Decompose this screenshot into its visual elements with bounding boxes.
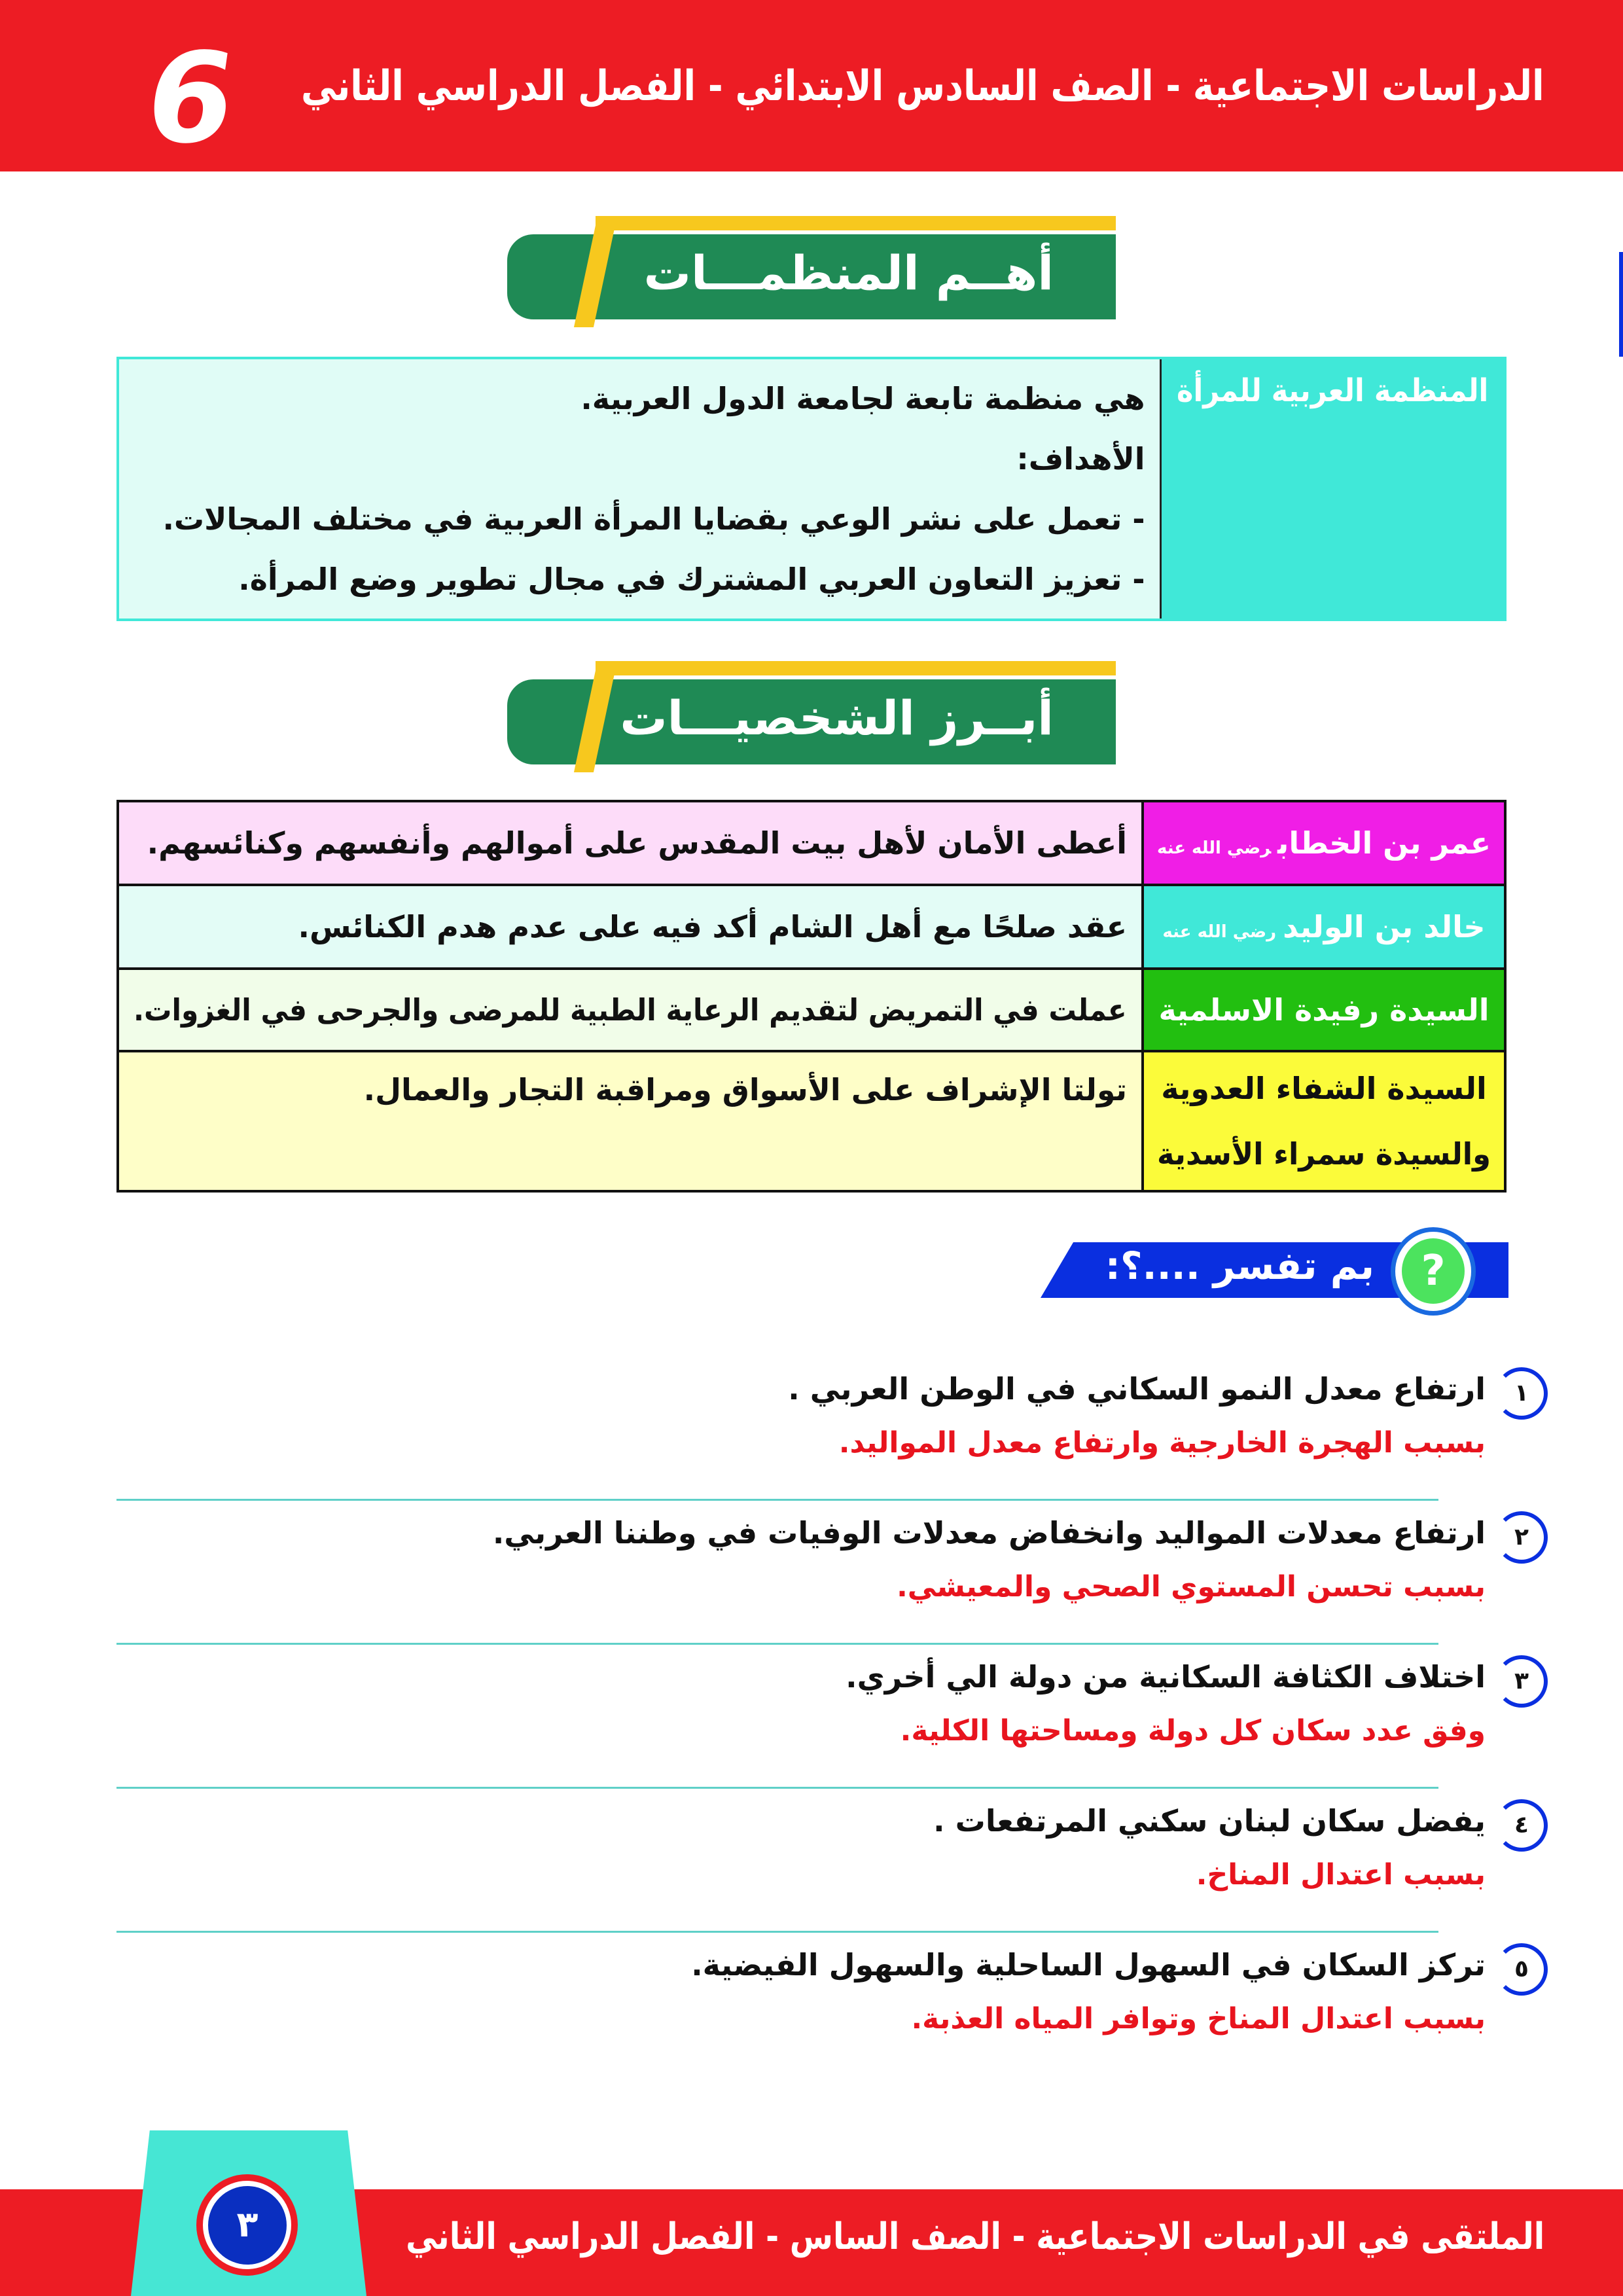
page-number: ٣: [208, 2186, 287, 2265]
table-row: [118, 969, 1505, 1051]
question-number: ٢: [1495, 1511, 1548, 1564]
section-title-box: [609, 691, 1054, 745]
question-icon: ?: [1402, 1238, 1465, 1304]
person-name: السيدة الشفاء العدوية: [1161, 1071, 1487, 1106]
person-description-cell: [118, 801, 1143, 885]
answer-text: بسبب اعتدال المناخ وتوافر المياه العذبة.: [911, 2002, 1486, 2036]
question-item: [177, 1515, 1529, 1604]
person-name-cell: [1143, 1051, 1505, 1191]
footer-title-box: [406, 2215, 1544, 2258]
question-item: [177, 1371, 1529, 1460]
person-description: عملت في التمريض لتقديم الرعاية الطبية للمرضى والجرحى في الغزوات.: [134, 992, 1127, 1028]
person-description: أعطى الأمان لأهل بيت المقدس على أموالهم وأنفسهم وكنائسهم.: [147, 825, 1127, 861]
organization-name-cell: [1160, 358, 1505, 620]
question-number: ٣: [1495, 1655, 1548, 1708]
organization-definition: هي منظمة تابعة لجامعة الدول العربية.: [580, 381, 1145, 416]
section-title: بم تفسر ....؟:: [1105, 1244, 1374, 1288]
organization-details: [118, 358, 1160, 620]
person-description: عقد صلحًا مع أهل الشام أكد فيه على عدم هدم الكنائس.: [298, 909, 1127, 944]
person-name-cell: [1143, 969, 1505, 1051]
divider: [116, 1643, 1438, 1645]
honorific: رضي الله عنه: [1156, 838, 1272, 858]
table-row: [118, 885, 1505, 969]
person-name-cell: [1143, 801, 1505, 885]
unit-number: 6: [137, 26, 244, 171]
question-text: يفضل سكان لبنان سكني المرتفعات .: [933, 1803, 1486, 1839]
question-number: ٥: [1495, 1943, 1548, 1996]
answer-text: وفق عدد سكان كل دولة ومساحتها الكلية.: [900, 1714, 1486, 1748]
person-description: تولتا الإشراف على الأسواق ومراقبة التجار والعمال.: [363, 1072, 1127, 1107]
person-name-cell: [1143, 885, 1505, 969]
goals-label: الأهداف:: [1016, 441, 1145, 476]
footer-title: الملتقى في الدراسات الاجتماعية - الصف الساس - الفصل الدراسي الثاني: [405, 2215, 1544, 2258]
person-description-cell: [118, 1051, 1143, 1191]
divider: [116, 1931, 1438, 1933]
goal-item: - تعزيز التعاون العربي المشترك في مجال تطوير وضع المرأة.: [238, 562, 1145, 597]
person-name: والسيدة سمراء الأسدية: [1157, 1136, 1491, 1172]
honorific: رضي الله عنه: [1162, 922, 1277, 942]
person-name: خالد بن الوليدرضي الله عنه: [1162, 909, 1486, 944]
person-description-cell: [118, 969, 1143, 1051]
organization-name: المنظمة العربية للمرأة: [1176, 372, 1488, 409]
header-title-box: [301, 62, 1544, 128]
section-banner-personalities: [507, 661, 1116, 772]
person-name: السيدة رفيدة الاسلمية: [1158, 992, 1489, 1028]
answer-text: بسبب اعتدال المناخ.: [1196, 1858, 1486, 1892]
explain-banner: [1041, 1224, 1508, 1312]
question-text: ارتفاع معدلات المواليد وانخفاض معدلات الوفيات في وطننا العربي.: [492, 1515, 1486, 1551]
section-title: أهــم المنظمـــات: [643, 245, 1054, 300]
question-text: ارتفاع معدل النمو السكاني في الوطن العربي .: [788, 1371, 1486, 1407]
goal-item: - تعمل على نشر الوعي بقضايا المرأة العربية في مختلف المجالات.: [162, 501, 1145, 537]
person-name: عمر بن الخطابرضي الله عنه: [1156, 825, 1491, 861]
person-description-cell: [118, 885, 1143, 969]
personalities-table: [116, 800, 1507, 1193]
divider: [116, 1499, 1438, 1501]
question-item: [177, 1803, 1529, 1892]
header-title: الدراسات الاجتماعية - الصف السادس الابتدائي - الفصل الدراسي الثاني: [301, 62, 1544, 111]
divider: [116, 1787, 1438, 1789]
organizations-table: [116, 357, 1507, 621]
table-row: [118, 1051, 1505, 1191]
section-title-box: [1099, 1244, 1374, 1288]
answer-text: بسبب تحسن المستوي الصحي والمعيشي.: [897, 1570, 1486, 1604]
table-row: [118, 801, 1505, 885]
question-item: [177, 1659, 1529, 1748]
question-number: ١: [1495, 1367, 1548, 1420]
question-text: اختلاف الكثافة السكانية من دولة الي أخري.: [846, 1659, 1486, 1695]
section-banner-organizations: [507, 216, 1116, 327]
answer-text: بسبب الهجرة الخارجية وارتفاع معدل المواليد.: [838, 1426, 1486, 1460]
question-item: [177, 1947, 1529, 2036]
section-title-box: [609, 245, 1054, 300]
question-number: ٤: [1495, 1799, 1548, 1852]
side-marker: [1619, 252, 1623, 357]
section-title: أبــرز الشخصيـــات: [620, 691, 1054, 745]
question-text: تركز السكان في السهول الساحلية والسهول الفيضية.: [691, 1947, 1486, 1982]
